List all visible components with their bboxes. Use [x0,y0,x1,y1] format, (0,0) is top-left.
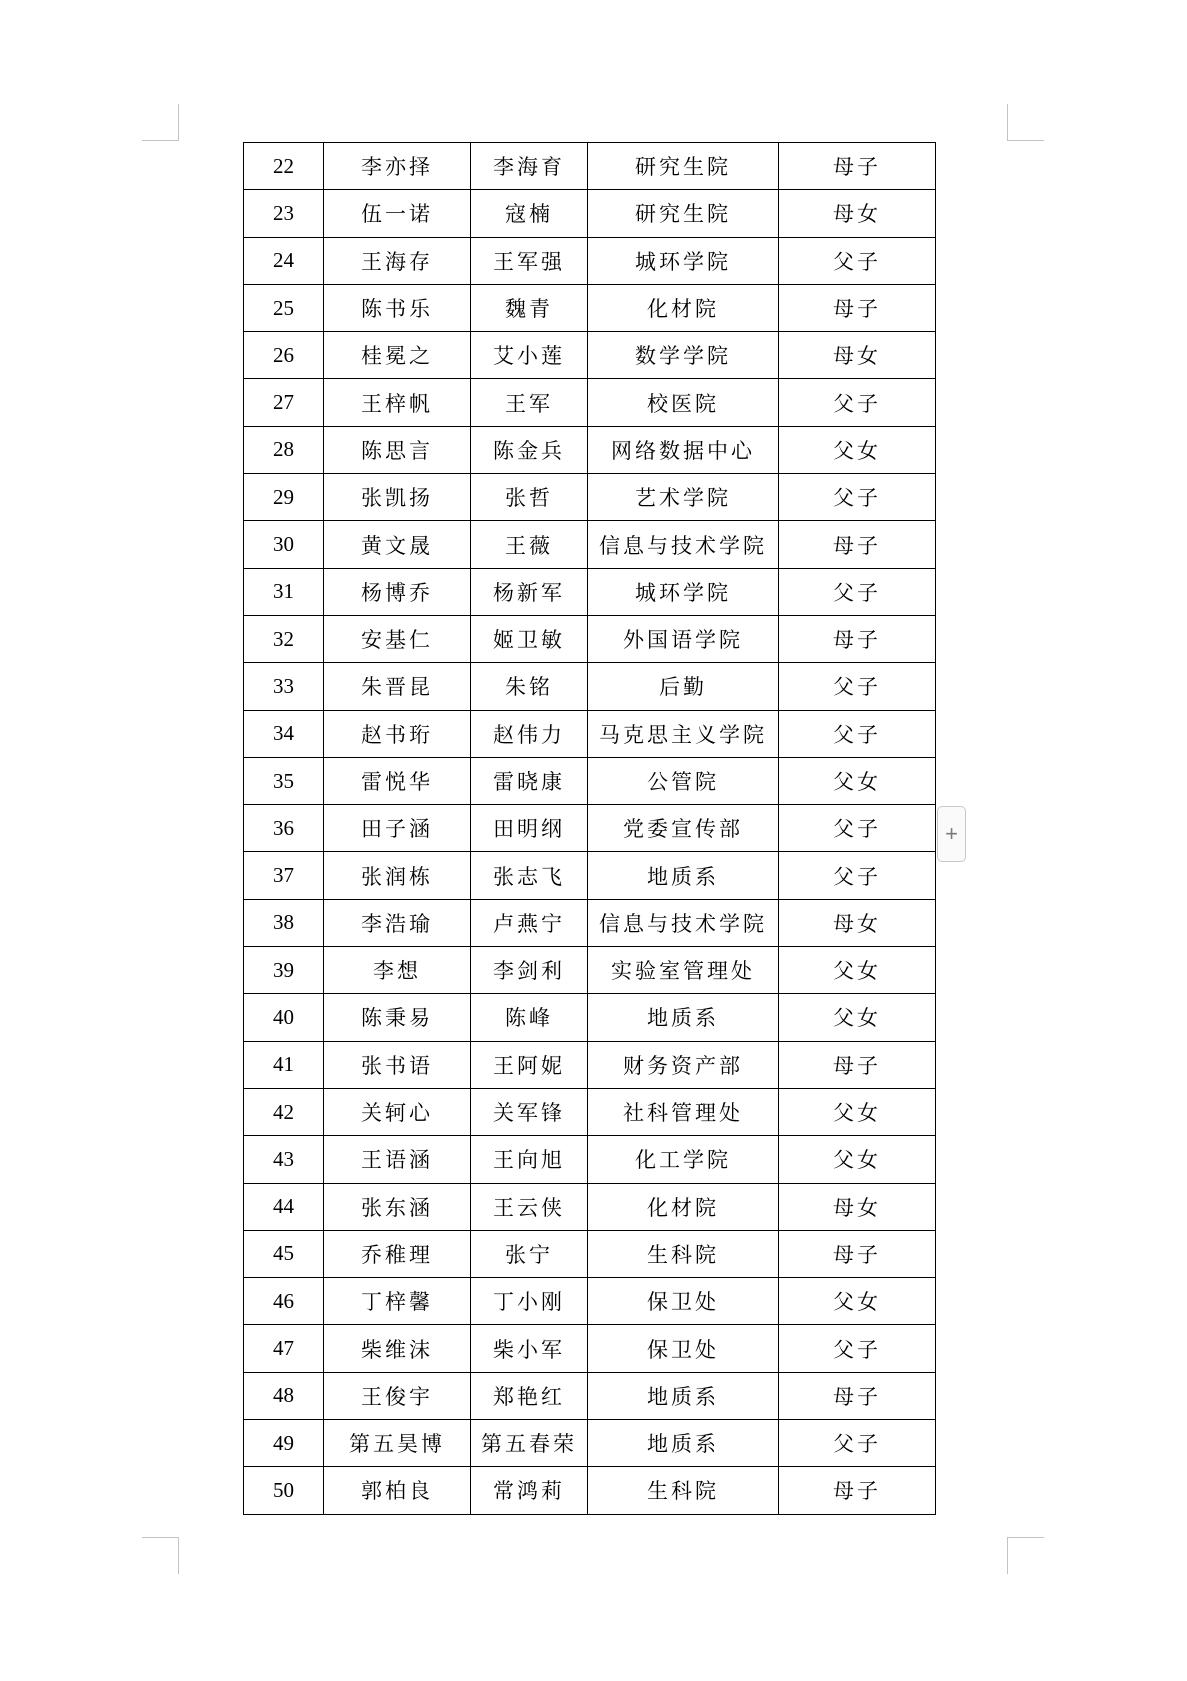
parent-name-cell: 张志飞 [471,852,588,899]
parent-name-cell: 陈峰 [471,994,588,1041]
student-name-cell: 王俊宇 [324,1372,471,1419]
parent-name-cell: 郑艳红 [471,1372,588,1419]
table-row [244,474,936,521]
department-cell: 保卫处 [588,1325,779,1372]
relation-cell: 父子 [779,852,936,899]
department-cell: 化材院 [588,1183,779,1230]
table-insert-button[interactable]: + [937,806,966,862]
student-name-cell: 陈书乐 [324,284,471,331]
relation-cell: 父子 [779,474,936,521]
department-cell: 化材院 [588,284,779,331]
parent-name-cell: 李剑利 [471,947,588,994]
parent-name-cell: 李海育 [471,143,588,190]
table-row [244,852,936,899]
parent-name-cell: 魏青 [471,284,588,331]
student-name-cell: 黄文晟 [324,521,471,568]
department-cell: 地质系 [588,1420,779,1467]
parent-name-cell: 王向旭 [471,1136,588,1183]
department-cell: 生科院 [588,1230,779,1277]
department-cell: 信息与技术学院 [588,899,779,946]
department-cell: 党委宣传部 [588,805,779,852]
row-number-cell: 29 [244,474,324,521]
row-number-cell: 50 [244,1467,324,1514]
table-row [244,1183,936,1230]
department-cell: 城环学院 [588,237,779,284]
parent-name-cell: 张宁 [471,1230,588,1277]
row-number-cell: 40 [244,994,324,1041]
row-number-cell: 43 [244,1136,324,1183]
row-number-cell: 22 [244,143,324,190]
relation-cell: 母女 [779,1183,936,1230]
crop-mark-bottom-right-icon [1007,1537,1044,1574]
student-name-cell: 王语涵 [324,1136,471,1183]
row-number-cell: 25 [244,284,324,331]
department-cell: 城环学院 [588,568,779,615]
student-name-cell: 杨博乔 [324,568,471,615]
table-row [244,379,936,426]
row-number-cell: 36 [244,805,324,852]
row-number-cell: 37 [244,852,324,899]
student-name-cell: 第五昊博 [324,1420,471,1467]
relation-cell: 母女 [779,332,936,379]
roster-table [243,142,936,1515]
student-name-cell: 王梓帆 [324,379,471,426]
row-number-cell: 49 [244,1420,324,1467]
relation-cell: 父子 [779,379,936,426]
crop-mark-top-left-icon [142,104,179,141]
relation-cell: 母子 [779,1230,936,1277]
row-number-cell: 48 [244,1372,324,1419]
table-row [244,1278,936,1325]
student-name-cell: 乔稚理 [324,1230,471,1277]
student-name-cell: 陈秉易 [324,994,471,1041]
parent-name-cell: 常鸿莉 [471,1467,588,1514]
relation-cell: 母子 [779,143,936,190]
department-cell: 保卫处 [588,1278,779,1325]
row-number-cell: 35 [244,757,324,804]
parent-name-cell: 卢燕宁 [471,899,588,946]
table-row [244,1088,936,1135]
student-name-cell: 安基仁 [324,615,471,662]
row-number-cell: 41 [244,1041,324,1088]
student-name-cell: 李想 [324,947,471,994]
student-name-cell: 朱晋昆 [324,663,471,710]
row-number-cell: 32 [244,615,324,662]
table-row [244,284,936,331]
department-cell: 地质系 [588,994,779,1041]
table-row [244,1041,936,1088]
department-cell: 地质系 [588,1372,779,1419]
department-cell: 社科管理处 [588,1088,779,1135]
department-cell: 外国语学院 [588,615,779,662]
table-row [244,568,936,615]
relation-cell: 父女 [779,426,936,473]
table-row [244,190,936,237]
parent-name-cell: 田明纲 [471,805,588,852]
table-row [244,1325,936,1372]
row-number-cell: 45 [244,1230,324,1277]
student-name-cell: 郭柏良 [324,1467,471,1514]
department-cell: 马克思主义学院 [588,710,779,757]
parent-name-cell: 柴小军 [471,1325,588,1372]
table-row [244,1372,936,1419]
row-number-cell: 47 [244,1325,324,1372]
student-name-cell: 陈思言 [324,426,471,473]
parent-name-cell: 丁小刚 [471,1278,588,1325]
parent-name-cell: 王军强 [471,237,588,284]
parent-name-cell: 王薇 [471,521,588,568]
student-name-cell: 李亦择 [324,143,471,190]
row-number-cell: 33 [244,663,324,710]
row-number-cell: 30 [244,521,324,568]
parent-name-cell: 王军 [471,379,588,426]
relation-cell: 母子 [779,1467,936,1514]
parent-name-cell: 王阿妮 [471,1041,588,1088]
relation-cell: 父子 [779,663,936,710]
parent-name-cell: 艾小莲 [471,332,588,379]
row-number-cell: 46 [244,1278,324,1325]
parent-name-cell: 朱铭 [471,663,588,710]
parent-name-cell: 姬卫敏 [471,615,588,662]
table-row [244,521,936,568]
table-row [244,1230,936,1277]
department-cell: 网络数据中心 [588,426,779,473]
table-row [244,143,936,190]
department-cell: 公管院 [588,757,779,804]
row-number-cell: 28 [244,426,324,473]
row-number-cell: 26 [244,332,324,379]
student-name-cell: 张润栋 [324,852,471,899]
parent-name-cell: 杨新军 [471,568,588,615]
table-row [244,332,936,379]
relation-cell: 父子 [779,568,936,615]
parent-name-cell: 王云侠 [471,1183,588,1230]
relation-cell: 父子 [779,710,936,757]
department-cell: 化工学院 [588,1136,779,1183]
parent-name-cell: 雷晓康 [471,757,588,804]
department-cell: 数学学院 [588,332,779,379]
relation-cell: 母女 [779,899,936,946]
student-name-cell: 雷悦华 [324,757,471,804]
table-row [244,237,936,284]
table-row [244,994,936,1041]
relation-cell: 父女 [779,947,936,994]
department-cell: 校医院 [588,379,779,426]
parent-name-cell: 赵伟力 [471,710,588,757]
student-name-cell: 赵书珩 [324,710,471,757]
table-row [244,1420,936,1467]
student-name-cell: 丁梓馨 [324,1278,471,1325]
table-row [244,426,936,473]
relation-cell: 母女 [779,190,936,237]
department-cell: 研究生院 [588,143,779,190]
table-row [244,947,936,994]
relation-cell: 父子 [779,237,936,284]
relation-cell: 父女 [779,1136,936,1183]
table-row [244,1467,936,1514]
department-cell: 地质系 [588,852,779,899]
student-name-cell: 田子涵 [324,805,471,852]
row-number-cell: 23 [244,190,324,237]
crop-mark-bottom-left-icon [142,1537,179,1574]
student-name-cell: 关轲心 [324,1088,471,1135]
relation-cell: 母子 [779,521,936,568]
relation-cell: 父女 [779,1088,936,1135]
table-row [244,757,936,804]
student-name-cell: 伍一诺 [324,190,471,237]
parent-name-cell: 第五春荣 [471,1420,588,1467]
relation-cell: 母子 [779,1041,936,1088]
department-cell: 艺术学院 [588,474,779,521]
table-row [244,1136,936,1183]
table-row [244,663,936,710]
row-number-cell: 39 [244,947,324,994]
relation-cell: 父子 [779,1420,936,1467]
table-row [244,899,936,946]
table-row [244,710,936,757]
department-cell: 财务资产部 [588,1041,779,1088]
row-number-cell: 38 [244,899,324,946]
relation-cell: 父女 [779,757,936,804]
table-row [244,615,936,662]
student-name-cell: 张书语 [324,1041,471,1088]
department-cell: 研究生院 [588,190,779,237]
relation-cell: 母子 [779,1372,936,1419]
department-cell: 实验室管理处 [588,947,779,994]
relation-cell: 父女 [779,994,936,1041]
department-cell: 信息与技术学院 [588,521,779,568]
student-name-cell: 王海存 [324,237,471,284]
relation-cell: 父子 [779,805,936,852]
row-number-cell: 27 [244,379,324,426]
student-name-cell: 柴维沫 [324,1325,471,1372]
student-name-cell: 张凯扬 [324,474,471,521]
row-number-cell: 42 [244,1088,324,1135]
student-name-cell: 李浩瑜 [324,899,471,946]
relation-cell: 父女 [779,1278,936,1325]
relation-cell: 母子 [779,615,936,662]
student-name-cell: 张东涵 [324,1183,471,1230]
department-cell: 生科院 [588,1467,779,1514]
row-number-cell: 44 [244,1183,324,1230]
table-row [244,805,936,852]
crop-mark-top-right-icon [1007,104,1044,141]
row-number-cell: 31 [244,568,324,615]
row-number-cell: 34 [244,710,324,757]
parent-name-cell: 陈金兵 [471,426,588,473]
relation-cell: 母子 [779,284,936,331]
relation-cell: 父子 [779,1325,936,1372]
row-number-cell: 24 [244,237,324,284]
parent-name-cell: 张哲 [471,474,588,521]
parent-name-cell: 寇楠 [471,190,588,237]
parent-name-cell: 关军锋 [471,1088,588,1135]
department-cell: 后勤 [588,663,779,710]
student-name-cell: 桂冕之 [324,332,471,379]
